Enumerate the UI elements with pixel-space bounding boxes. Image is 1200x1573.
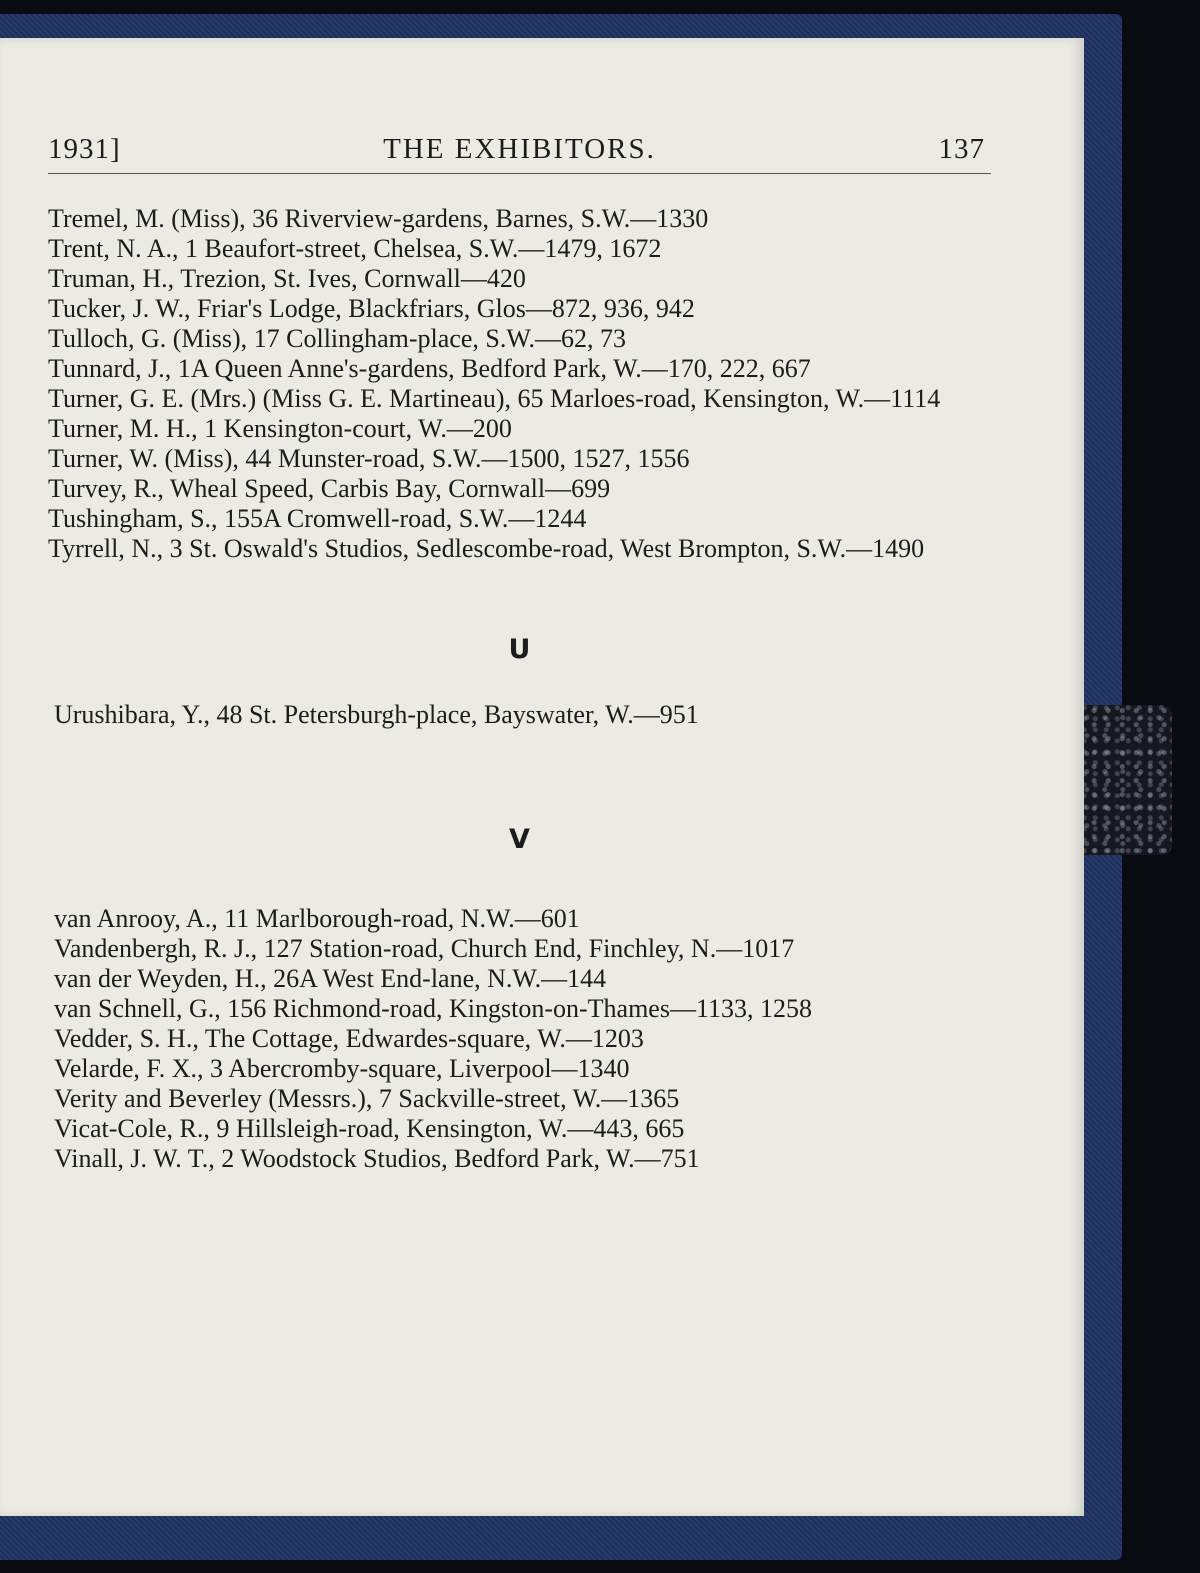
exhibitor-entry: Tucker, J. W., Friar's Lodge, Blackfriars, Glos—872, 936, 942 [48, 294, 695, 323]
page-title: THE EXHIBITORS. [383, 133, 656, 165]
exhibitor-entry: Turner, W. (Miss), 44 Munster-road, S.W.—1500, 1527, 1556 [48, 444, 690, 473]
exhibitor-entry: Tyrrell, N., 3 St. Oswald's Studios, Sedlescombe-road, West Brompton, S.W.—1490 [48, 534, 925, 563]
exhibitor-entry: Urushibara, Y., 48 St. Petersburgh-place, Bayswater, W.—951 [54, 700, 699, 729]
exhibitor-entry: Tremel, M. (Miss), 36 Riverview-gardens, Barnes, S.W.—1330 [48, 204, 709, 233]
exhibitor-entry: Tulloch, G. (Miss), 17 Collingham-place, S.W.—62, 73 [48, 324, 627, 353]
exhibitor-entry: Velarde, F. X., 3 Abercromby-square, Liverpool—1340 [54, 1054, 630, 1083]
header-year: 1931] [48, 133, 121, 165]
exhibitor-entry: Vandenbergh, R. J., 127 Station-road, Church End, Finchley, N.—1017 [54, 934, 795, 963]
exhibitor-entry: van Anrooy, A., 11 Marlborough-road, N.W.—601 [54, 904, 580, 933]
running-head [48, 133, 991, 174]
page-tab-marker [1076, 705, 1172, 855]
section-heading-u: U [508, 634, 531, 665]
section-v-list [48, 904, 991, 1174]
exhibitor-entry: Verity and Beverley (Messrs.), 7 Sackville-street, W.—1365 [54, 1084, 680, 1113]
exhibitor-entry: Turner, G. E. (Mrs.) (Miss G. E. Martineau), 65 Marloes-road, Kensington, W.—1114 [48, 384, 941, 413]
exhibitor-entry: van der Weyden, H., 26A West End-lane, N.W.—144 [54, 964, 607, 993]
exhibitor-entry: Turner, M. H., 1 Kensington-court, W.—200 [48, 414, 512, 443]
section-t-list [48, 204, 991, 564]
book-page [0, 38, 1084, 1516]
exhibitor-entry: Tushingham, S., 155A Cromwell-road, S.W.—1244 [48, 504, 587, 533]
exhibitor-entry: Vedder, S. H., The Cottage, Edwardes-square, W.—1203 [54, 1024, 644, 1053]
exhibitor-entry: Vicat-Cole, R., 9 Hillsleigh-road, Kensington, W.—443, 665 [54, 1114, 685, 1143]
exhibitor-entry: van Schnell, G., 156 Richmond-road, Kingston-on-Thames—1133, 1258 [54, 994, 812, 1023]
exhibitor-entry: Truman, H., Trezion, St. Ives, Cornwall—420 [48, 264, 526, 293]
exhibitor-entry: Trent, N. A., 1 Beaufort-street, Chelsea, S.W.—1479, 1672 [48, 234, 662, 263]
exhibitor-entry: Vinall, J. W. T., 2 Woodstock Studios, Bedford Park, W.—751 [54, 1144, 700, 1173]
section-u-list [48, 700, 991, 730]
exhibitor-entry: Tunnard, J., 1A Queen Anne's-gardens, Bedford Park, W.—170, 222, 667 [48, 354, 811, 383]
page-number: 137 [938, 133, 985, 165]
exhibitor-entry: Turvey, R., Wheal Speed, Carbis Bay, Cornwall—699 [48, 474, 611, 503]
section-heading-v: V [509, 824, 530, 855]
page-content [48, 133, 991, 1174]
